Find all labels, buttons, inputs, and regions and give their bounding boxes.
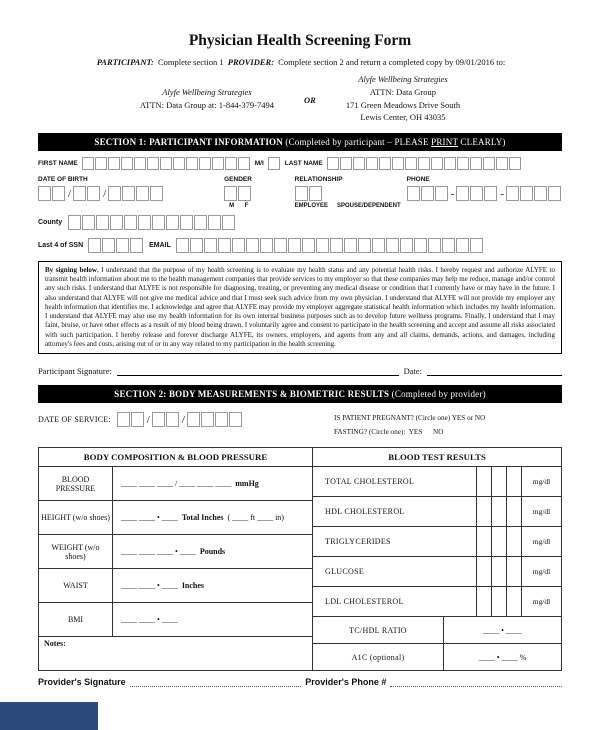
date-of-birth-label: DATE OF BIRTH xyxy=(38,176,88,183)
male-option-label: M xyxy=(229,203,235,209)
a1c-row xyxy=(313,644,561,670)
char-box xyxy=(496,157,508,170)
height-extra: ( ____ ft ____ in) xyxy=(227,513,284,523)
char-box xyxy=(534,186,547,201)
provider-instruction-label: PROVIDER: xyxy=(227,57,275,67)
fasting-question: FASTING? (Circle one): YES NO xyxy=(334,427,444,436)
company-name: Alyfe Wellbeing Strategies xyxy=(162,87,252,97)
pregnant-question: IS PATIENT PREGNANT? (Circle one) YES or NO xyxy=(334,414,486,423)
char-box xyxy=(224,186,237,201)
section1-note-post: CLEARLY) xyxy=(457,137,506,147)
company-name: Alyfe Wellbeing Strategies xyxy=(358,74,448,84)
char-box xyxy=(218,238,231,253)
consent-body: , I understand that the purpose of my health screening is to evaluate my health status and any potential health risks. I hereby request and authorize ALYFE to transmit health information about me to the health management companies that provide services to my employer so that these companies may help me reduce, manage and/or control any such risks. I understand that ALYFE is not responsible for diagnosing, treating, or preventing any medical disease or condition that I currently have or may have in the future. I also understand that ALYFE will not give me medical advice and that I must seek such advice from my own physician. I understand that ALYFE will not provide my employer any health information that identifies me. I acknowledge and agree that ALYFE may provide my employer aggregate statistical health information which includes my health information. I understand that ALYFE may also use my health information for its own internal business purposes such as to develop future wellness programs. Finally, I understand that I may faint, bruise, or have other effects as a result of my blood being drawn. I voluntarily agree and consent to participate in the health screening and accept and assume all risks associated with such participation. I hereby release and forever discharge ALYFE, its owners, employers, and agents from any and all claims, demands, actions, and damages, including attorney's fees and costs, arising out of or in any way related to my participation in the health screening. xyxy=(45,266,555,348)
char-box xyxy=(108,157,120,170)
provider-questions xyxy=(334,412,562,439)
char-box xyxy=(187,412,200,427)
weight-row xyxy=(39,535,312,569)
relationship-boxes xyxy=(295,186,407,201)
weight-label: WEIGHT (w/o shoes) xyxy=(39,535,113,568)
waist-row xyxy=(39,569,312,603)
char-box xyxy=(95,157,107,170)
char-box xyxy=(102,238,115,253)
attn-phone-line: ATTN: Data Group at: 1-844-379-7494 xyxy=(139,99,274,110)
or-separator: OR xyxy=(304,95,316,105)
digit-cell xyxy=(491,557,506,586)
notes-cell xyxy=(39,637,312,670)
date-of-service-row xyxy=(38,412,562,439)
char-box xyxy=(152,412,165,427)
gender-options xyxy=(224,203,295,209)
body-composition-header: BODY COMPOSITION & BLOOD PRESSURE xyxy=(39,448,312,467)
char-box xyxy=(456,186,469,201)
char-box xyxy=(435,186,448,201)
char-box xyxy=(238,186,251,201)
char-box xyxy=(108,186,121,201)
dash-separator: - xyxy=(500,187,504,200)
char-box xyxy=(268,157,280,170)
section1-note-pre: (Completed by participant – PLEASE xyxy=(282,137,432,147)
mail-address-phone xyxy=(140,86,274,112)
date-of-birth-boxes xyxy=(38,186,224,201)
char-box xyxy=(201,412,214,427)
participant-signature-row xyxy=(38,366,562,376)
section2-note: (Completed by provider) xyxy=(389,389,486,400)
section2-title: SECTION 2: BODY MEASUREMENTS & BIOMETRIC RESULTS xyxy=(114,389,390,400)
char-box xyxy=(470,157,482,170)
char-box xyxy=(288,238,301,253)
char-box xyxy=(160,157,172,170)
name-row xyxy=(38,157,562,170)
char-box xyxy=(483,157,495,170)
dos-day-boxes xyxy=(152,412,180,427)
char-box xyxy=(407,186,420,201)
char-box xyxy=(246,238,259,253)
digit-cell xyxy=(476,587,491,616)
dob-month-boxes xyxy=(38,186,66,201)
char-box xyxy=(180,215,193,230)
digit-cell xyxy=(491,497,506,526)
char-box xyxy=(548,186,561,201)
bmi-label: BMI xyxy=(39,603,113,636)
char-box xyxy=(327,157,339,170)
height-label: HEIGHT (w/o shoes) xyxy=(39,501,113,534)
female-option-label: F xyxy=(244,203,249,209)
blood-test-header: BLOOD TEST RESULTS xyxy=(313,448,561,467)
ssn-email-row xyxy=(38,238,562,253)
char-box xyxy=(82,215,95,230)
char-box xyxy=(176,238,189,253)
char-box xyxy=(138,215,151,230)
ssn-label: Last 4 of SSN xyxy=(38,242,84,249)
char-box xyxy=(379,157,391,170)
county-row xyxy=(38,215,562,230)
char-box xyxy=(484,186,497,201)
participant-signature-label: Participant Signature: xyxy=(38,366,112,377)
char-box xyxy=(302,238,315,253)
char-box xyxy=(260,238,273,253)
char-box xyxy=(212,157,224,170)
char-box xyxy=(166,215,179,230)
char-box xyxy=(330,238,343,253)
waist-blanks: ____ ____ • ____ xyxy=(121,581,178,591)
consent-paragraph xyxy=(38,261,562,354)
hdl-cholesterol-unit: mg/dl xyxy=(521,497,561,526)
glucose-unit: mg/dl xyxy=(521,557,561,586)
char-box xyxy=(414,238,427,253)
first-name-label: FIRST NAME xyxy=(38,160,78,167)
gender-field xyxy=(224,176,295,209)
provider-signature-line xyxy=(130,678,302,687)
total-cholesterol-unit: mg/dl xyxy=(521,467,561,496)
instructions-line xyxy=(38,57,562,67)
digit-cell xyxy=(491,527,506,556)
char-box xyxy=(295,186,308,201)
char-box xyxy=(225,157,237,170)
char-box xyxy=(229,412,242,427)
char-box xyxy=(238,157,250,170)
digit-cell xyxy=(506,497,521,526)
char-box xyxy=(232,238,245,253)
weight-blanks: ____ ____ ____ • ____ xyxy=(121,547,196,557)
total-cholesterol-label: TOTAL CHOLESTEROL xyxy=(325,477,415,487)
char-box xyxy=(457,157,469,170)
ssn-boxes xyxy=(88,238,144,253)
char-box xyxy=(116,238,129,253)
gender-boxes xyxy=(224,186,295,201)
section1-header-bar xyxy=(38,133,562,151)
city-line: Lewis Center, OH 43035 xyxy=(360,112,446,123)
slash-separator: / xyxy=(103,187,107,200)
tc-hdl-ratio-label: TC/HDL RATIO xyxy=(349,625,407,635)
char-box xyxy=(386,238,399,253)
section2-header-bar xyxy=(38,385,562,403)
char-box xyxy=(190,238,203,253)
char-box xyxy=(470,238,483,253)
middle-initial-box xyxy=(268,157,281,170)
char-box xyxy=(88,238,101,253)
body-composition-column xyxy=(39,448,313,670)
street-line: 171 Green Meadows Drive South xyxy=(345,99,461,110)
section1-note-print: PRINT xyxy=(431,137,458,147)
char-box xyxy=(215,412,228,427)
height-unit: Total Inches xyxy=(181,513,224,523)
char-box xyxy=(340,157,352,170)
char-box xyxy=(222,215,235,230)
employee-option-label: EMPLOYEE xyxy=(294,203,328,209)
char-box xyxy=(208,215,221,230)
relationship-label: RELATIONSHIP xyxy=(294,176,343,183)
bottom-left-blue-button[interactable] xyxy=(0,702,98,730)
height-blanks: ____ ____ • ____ xyxy=(121,513,178,523)
char-box xyxy=(38,186,51,201)
mailing-addresses xyxy=(38,73,562,124)
dob-day-boxes xyxy=(73,186,101,201)
char-box xyxy=(117,412,130,427)
char-box xyxy=(274,238,287,253)
blood-pressure-label: BLOOD PRESSURE xyxy=(39,467,113,500)
digit-cell xyxy=(476,557,491,586)
dash-separator: - xyxy=(450,187,455,200)
blood-pressure-row xyxy=(39,467,312,501)
phone-label: PHONE xyxy=(406,176,430,183)
gender-label: GENDER xyxy=(224,176,252,183)
digit-cell xyxy=(506,467,521,496)
relationship-check-boxes xyxy=(295,186,323,201)
char-box xyxy=(405,157,417,170)
demographics-row xyxy=(38,176,562,209)
glucose-row xyxy=(313,557,561,587)
date-label: Date: xyxy=(403,366,422,377)
dos-year-boxes xyxy=(187,412,243,427)
char-box xyxy=(147,157,159,170)
digit-cell xyxy=(506,587,521,616)
char-box xyxy=(358,238,371,253)
char-box xyxy=(372,238,385,253)
char-box xyxy=(344,238,357,253)
section1-title: SECTION 1: PARTICIPANT INFORMATION xyxy=(94,137,283,147)
char-box xyxy=(431,157,443,170)
bmi-blanks: ____ ____ • ____ xyxy=(121,615,178,625)
char-box xyxy=(186,157,198,170)
char-box xyxy=(309,186,322,201)
a1c-label: A1C (optional) xyxy=(351,652,405,662)
triglycerides-row xyxy=(313,527,561,557)
digit-cell xyxy=(476,527,491,556)
char-box xyxy=(173,157,185,170)
char-box xyxy=(316,238,329,253)
char-box xyxy=(110,215,123,230)
spouse-dependent-option-label: SPOUSE/DEPENDENT xyxy=(337,203,401,209)
slash-separator: / xyxy=(181,413,185,426)
slash-separator: / xyxy=(68,187,72,200)
char-box xyxy=(418,157,430,170)
dos-month-boxes xyxy=(117,412,145,427)
char-box xyxy=(520,186,533,201)
dob-year-boxes xyxy=(108,186,164,201)
phone-field xyxy=(407,176,562,209)
date-of-service-label: DATE OF SERVICE: xyxy=(38,415,111,425)
waist-label: WAIST xyxy=(39,569,113,602)
char-box xyxy=(353,157,365,170)
height-row xyxy=(39,501,312,535)
digit-cell xyxy=(506,527,521,556)
char-box xyxy=(442,238,455,253)
char-box xyxy=(73,186,86,201)
bmi-row xyxy=(39,603,312,637)
total-cholesterol-row xyxy=(313,467,561,497)
slash-separator: / xyxy=(146,413,150,426)
participant-signature-line xyxy=(117,366,399,376)
email-label: EMAIL xyxy=(149,242,171,249)
char-box xyxy=(134,157,146,170)
char-box xyxy=(166,412,179,427)
ldl-cholesterol-label: LDL CHOLESTEROL xyxy=(325,597,404,607)
triglycerides-unit: mg/dl xyxy=(521,527,561,556)
blood-pressure-blanks: ____ ____ ____ / ____ ____ ____ xyxy=(121,479,232,489)
gender-check-boxes xyxy=(224,186,252,201)
char-box xyxy=(136,186,149,201)
provider-signature-label: Provider's Signature xyxy=(38,677,126,688)
char-box xyxy=(506,186,519,201)
county-boxes xyxy=(68,215,236,230)
weight-unit: Pounds xyxy=(199,547,226,557)
digit-cell xyxy=(506,557,521,586)
char-box xyxy=(392,157,404,170)
tc-hdl-ratio-blanks: ____ • ____ xyxy=(443,617,561,643)
date-of-service-boxes xyxy=(117,412,243,427)
glucose-label: GLUCOSE xyxy=(325,567,365,577)
provider-signature-row xyxy=(38,677,562,687)
char-box xyxy=(96,215,109,230)
char-box xyxy=(456,238,469,253)
ldl-cholesterol-unit: mg/dl xyxy=(521,587,561,616)
last-name-label: LAST NAME xyxy=(284,160,323,167)
hdl-cholesterol-row xyxy=(313,497,561,527)
email-boxes xyxy=(176,238,484,253)
char-box xyxy=(68,215,81,230)
char-box xyxy=(131,412,144,427)
tc-hdl-ratio-row xyxy=(313,617,561,644)
provider-phone-line xyxy=(390,678,562,687)
char-box xyxy=(509,157,521,170)
char-box xyxy=(366,157,378,170)
participant-instruction-label: PARTICIPANT: xyxy=(96,57,154,67)
blood-test-column xyxy=(313,448,561,670)
a1c-blanks: ____ • ____ % xyxy=(443,644,561,670)
phone-line-boxes xyxy=(506,186,562,201)
char-box xyxy=(121,157,133,170)
char-box xyxy=(130,238,143,253)
form-title: Physician Health Screening Form xyxy=(188,32,412,49)
char-box xyxy=(400,238,413,253)
biometric-results-table xyxy=(38,447,562,671)
char-box xyxy=(428,238,441,253)
provider-phone-label: Provider's Phone # xyxy=(305,677,387,688)
relationship-options xyxy=(295,203,407,209)
digit-cell xyxy=(476,497,491,526)
phone-prefix-boxes xyxy=(456,186,498,201)
char-box xyxy=(470,186,483,201)
triglycerides-label: TRIGLYCERIDES xyxy=(325,537,391,547)
county-label: County xyxy=(38,219,63,226)
notes-label: Notes: xyxy=(44,639,66,649)
char-box xyxy=(82,157,94,170)
char-box xyxy=(87,186,100,201)
phone-boxes xyxy=(407,186,562,201)
date-of-birth-field xyxy=(38,176,224,209)
provider-instruction-text: Complete section 2 and return a completed copy by 09/01/2016 to: xyxy=(278,57,506,67)
phone-area-boxes xyxy=(407,186,449,201)
char-box xyxy=(152,215,165,230)
char-box xyxy=(52,186,65,201)
first-name-boxes xyxy=(82,157,251,170)
char-box xyxy=(122,186,135,201)
last-name-boxes xyxy=(327,157,522,170)
date-line xyxy=(427,366,562,376)
char-box xyxy=(444,157,456,170)
ldl-cholesterol-row xyxy=(313,587,561,617)
blood-pressure-unit: mmHg xyxy=(235,479,259,489)
hdl-cholesterol-label: HDL CHOLESTEROL xyxy=(325,507,405,517)
digit-cell xyxy=(476,467,491,496)
relationship-field xyxy=(295,176,407,209)
char-box xyxy=(194,215,207,230)
mail-address-postal xyxy=(346,73,460,124)
middle-initial-label: M/I xyxy=(254,160,264,167)
participant-instruction-text: Complete section 1 xyxy=(157,57,224,67)
waist-unit: Inches xyxy=(181,581,205,591)
digit-cell xyxy=(491,467,506,496)
char-box xyxy=(124,215,137,230)
digit-cell xyxy=(491,587,506,616)
char-box xyxy=(421,186,434,201)
attn-line: ATTN: Data Group xyxy=(369,86,436,97)
char-box xyxy=(204,238,217,253)
consent-lead: By signing below xyxy=(45,266,97,274)
char-box xyxy=(150,186,163,201)
char-box xyxy=(199,157,211,170)
